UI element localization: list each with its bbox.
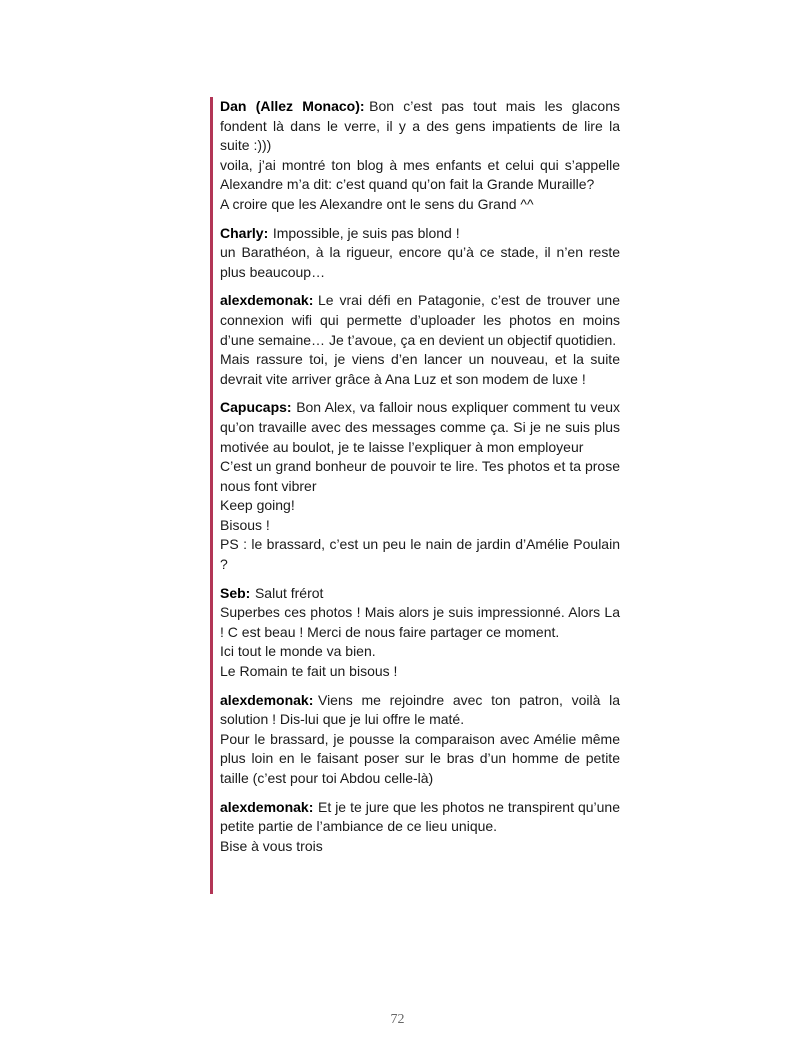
comment-author: Capucaps: [220,399,292,416]
comment-text: Et je te jure que les photos ne transpirent qu’une petite partie de l’ambiance de ce lieu unique. [220,798,620,835]
comment-text: Bon c’est pas tout mais les glacons fondent là dans le verre, il y a des gens impatients de lire la suite :))) [220,98,620,154]
comment-block [220,398,620,574]
comment-line: Mais rassure toi, je viens d’en lancer un nouveau, et la suite devrait vite arriver grâce à Ana Luz et son modem de luxe ! [220,351,620,387]
comment-block [220,224,620,283]
comment-line: voila, j’ai montré ton blog à mes enfants et celui qui s’appelle Alexandre m’a dit: c’est quand qu’on fait la Grande Muraille? [220,156,620,193]
comment-paragraph [220,584,620,604]
comment-line: Keep going! [220,497,295,514]
comment-text: Bon Alex, va falloir nous expliquer comment tu veux qu’on travaille avec des messages comme ça. Si je ne suis plus motivée au boulot, je te laisse l’expliquer à mon employeur [220,399,620,455]
comment-text: Impossible, je suis pas blond ! [272,224,460,241]
comment-line: Superbes ces photos ! Mais alors je suis impressionné. Alors La ! C est beau ! Merci de nous faire partager ce moment. [220,604,620,640]
comment-line: Bise à vous trois [220,837,323,854]
comment-author: alexdemonak: [220,691,314,708]
comment-line: Le Romain te fait un bisous ! [220,663,398,680]
comment-block [220,584,620,682]
comment-line: Ici tout le monde va bien. [220,643,376,660]
comment-line: Pour le brassard, je pousse la comparaison avec Amélie même plus loin en le faisant poser sur le bras d’un homme de petite taille (c’est pour toi Abdou celle-là) [220,730,620,786]
accent-bar [210,97,213,894]
comment-paragraph [220,291,620,350]
comment-line: Bisous ! [220,516,270,533]
comment-author: Charly: [220,224,269,241]
comments-section [220,97,620,856]
comment-author: Seb: [220,584,251,601]
page-number: 72 [390,1012,405,1027]
comment-line: PS : le brassard, c’est un peu le nain de jardin d’Amélie Poulain ? [220,536,620,573]
comment-line: A croire que les Alexandre ont le sens du Grand ^^ [220,195,534,212]
comment-author: Dan (Allez Monaco): [220,98,365,114]
comment-block [220,691,620,789]
comment-paragraph [220,691,620,730]
comment-text: Salut frérot [254,584,324,601]
comment-text: Le vrai défi en Patagonie, c’est de trouver une connexion wifi qui permette d’uploader les photos en moins d’une semaine… Je t’avoue, ça en devient un objectif quotidien. [220,292,620,348]
comment-line: un Barathéon, à la rigueur, encore qu’à ce stade, il n’en reste plus beaucoup… [220,244,620,280]
comment-line: C’est un grand bonheur de pouvoir te lire. Tes photos et ta prose nous font vibrer [220,458,620,494]
comment-block [220,798,620,857]
comment-author: alexdemonak: [220,292,314,309]
comment-paragraph [220,398,620,457]
comment-block [220,291,620,389]
comment-author: alexdemonak: [220,798,314,815]
comment-block [220,97,620,215]
comment-text: Viens me rejoindre avec ton patron, voilà la solution ! Dis-lui que je lui offre le maté. [220,691,620,728]
comment-paragraph [220,224,620,244]
comment-paragraph [220,97,620,156]
comment-paragraph [220,798,620,837]
